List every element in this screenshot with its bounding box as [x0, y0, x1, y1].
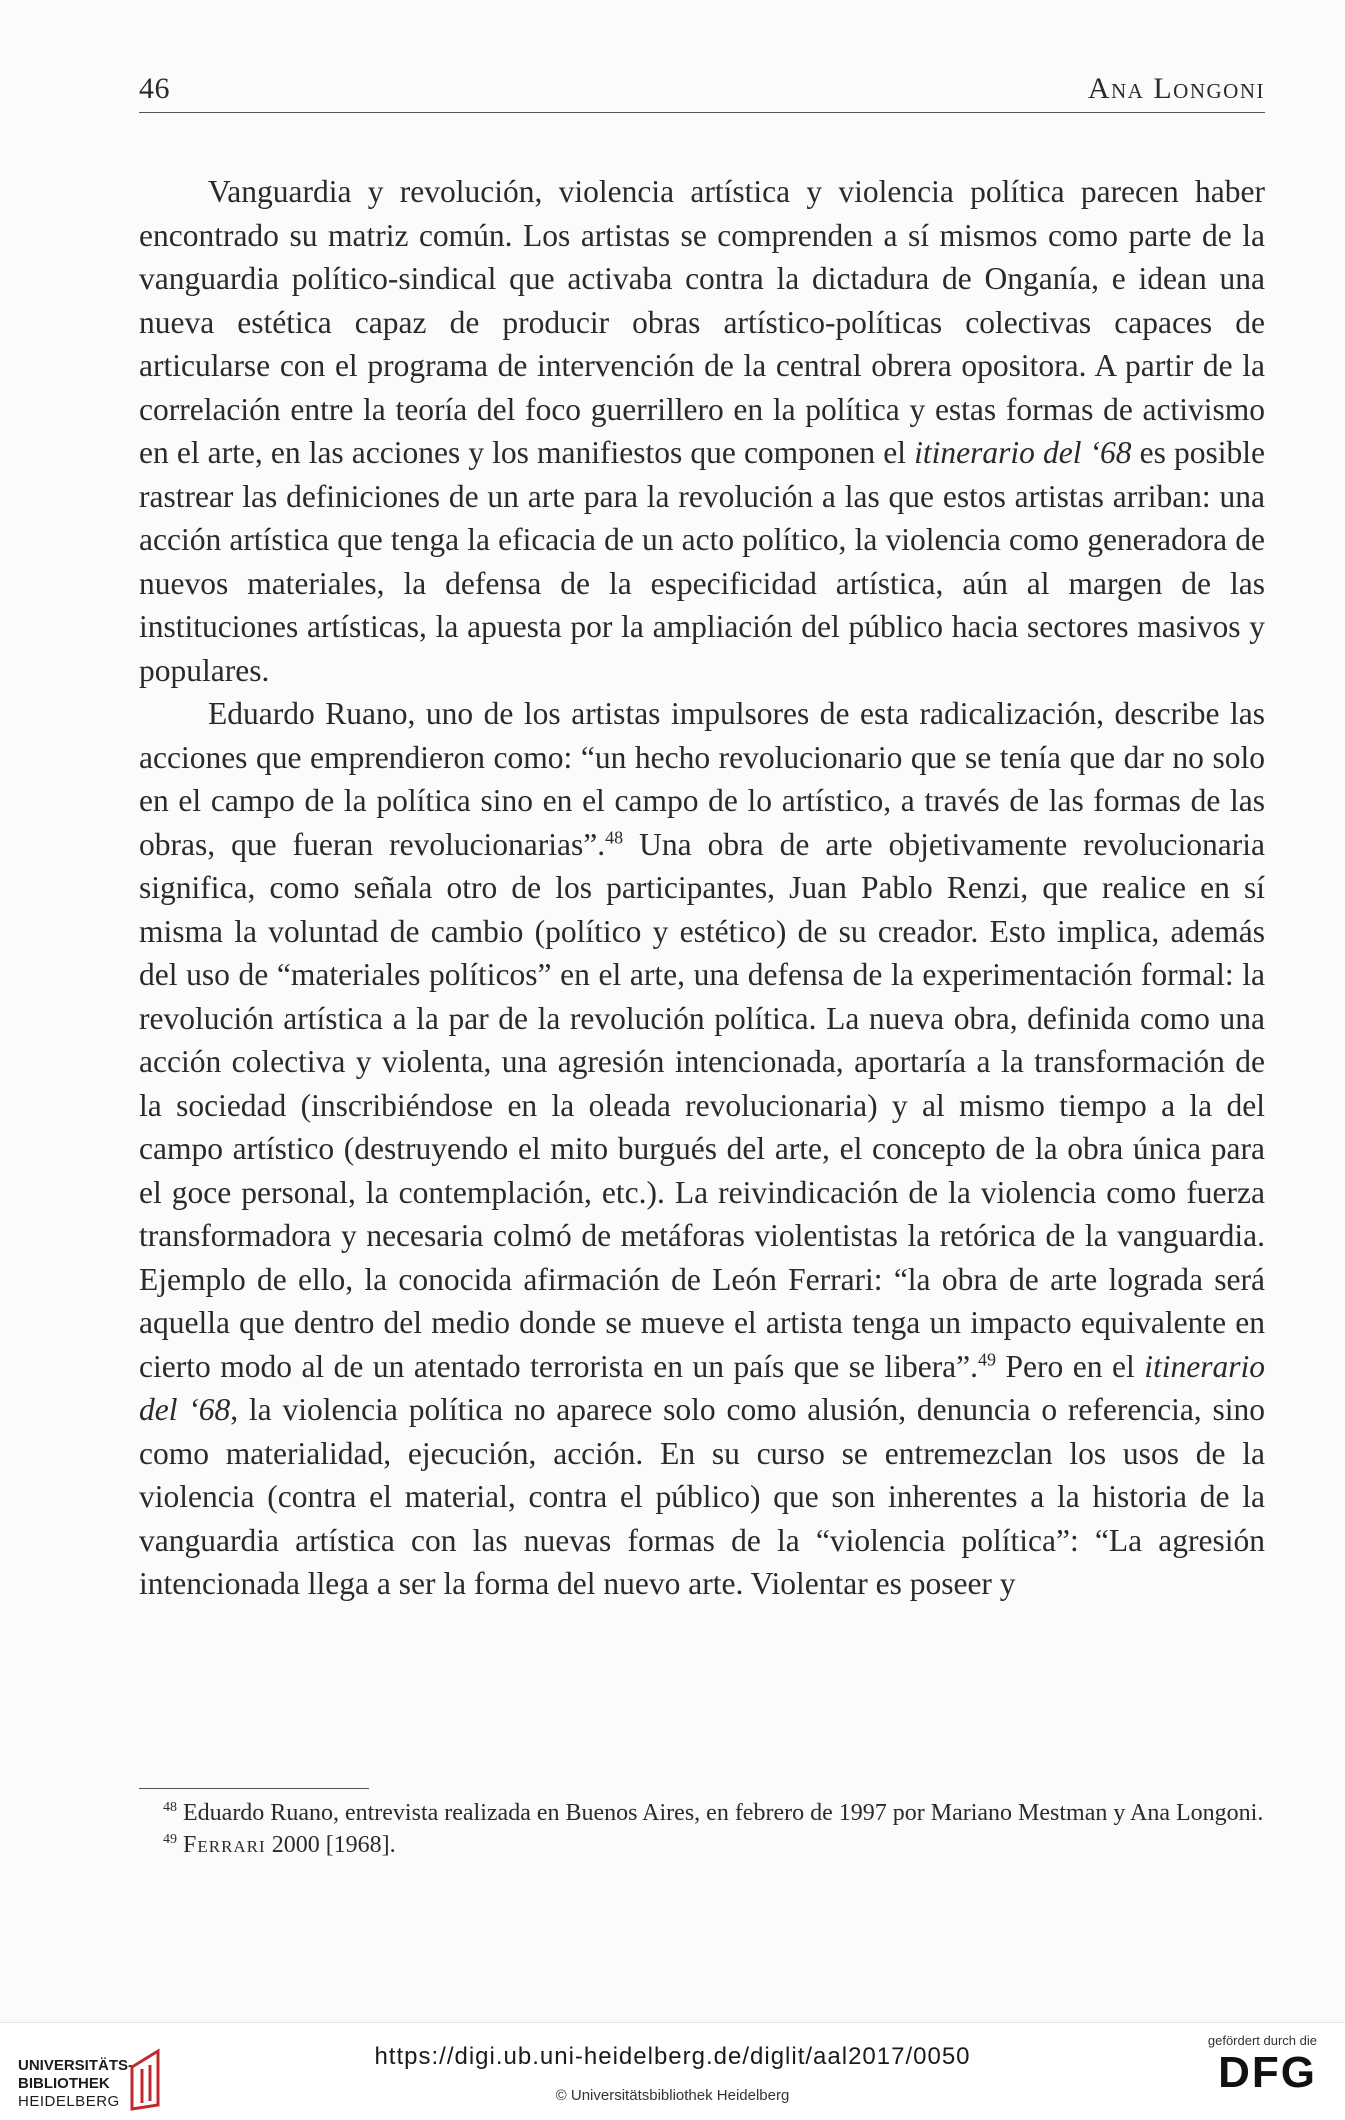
dfg-logo: DFG [1218, 2048, 1317, 2097]
footnote-author: Ferrari [183, 1832, 266, 1858]
copyright-notice: © Universitätsbibliothek Heidelberg [555, 2087, 790, 2104]
footnote-number: 48 [163, 1800, 177, 1815]
footnote-48 [139, 1797, 1265, 1829]
paragraph-text: es posible rastrear las definiciones de un arte para la revolución a las que estos artistas arriban: una acción artística que tenga la eficacia de un acto político, la violencia como generadora de nuevos materiales, la defensa de la especificidad artística, aún al margen de las instituciones artísticas, la apuesta por la ampliación del público hacia sectores masivos y populares. [139, 435, 1265, 688]
library-line-2: BIBLIOTHEK [18, 2075, 110, 2092]
page-header [139, 72, 1265, 114]
italic-title: itinerario del ‘68 [139, 1348, 1265, 1427]
body-text [139, 170, 1265, 1606]
footnote-number: 49 [163, 1832, 177, 1847]
funder-block[interactable] [1167, 2033, 1317, 2113]
paragraph-text: , la violencia política no aparece solo como alusión, denuncia o referencia, sino como materialidad, ejecución, acción. En su curso se entremezclan los usos de la violencia (contra el material, contra el público) que son inherentes a la historia de la vanguardia artística con las nuevas formas de la “violencia política”: “La agresión intencionada llega a ser la forma del nuevo arte. Violentar es poseer y [139, 1392, 1265, 1601]
italic-title: itinerario del ‘68 [914, 435, 1132, 470]
paragraph-text: Pero en el [996, 1348, 1145, 1384]
running-head: Ana Longoni [1087, 72, 1265, 105]
library-line-3: HEIDELBERG [18, 2093, 120, 2110]
paragraph-2 [139, 692, 1265, 1606]
paragraph-text: Una obra de arte objetivamente revolucionaria significa, como señala otro de los participantes, Juan Pablo Renzi, que realice en sí misma la voluntad de cambio (político y estético) de su creador. Esto implica, además del uso de “materiales políticos” en el arte, una defensa de la experimentación formal: la revolución artística a la par de la revolución política. La nueva obra, definida como una acción colectiva y violenta, una agresión intencionada, aportaría a la transformación de la sociedad (inscribiéndose en la oleada revolucionaria) y al mismo tiempo a la del campo artístico (destruyendo el mito burgués del arte, el concepto de la obra única para el goce personal, la contemplación, etc.). La reivindicación de la violencia como fuerza transformadora y necesaria colmó de metáforas violentistas la retórica de la vanguardia. Ejemplo de ello, la conocida afirmación de León Ferrari: “la obra de arte lograda será aquella que dentro del medio donde se mueve el artista tenga un impacto equivalente en cierto modo al de un atentado terrorista en un país que se libera”. [139, 826, 1265, 1384]
footnotes [139, 1797, 1265, 1861]
page-number: 46 [139, 72, 170, 105]
footnote-ref-48[interactable]: 48 [605, 827, 624, 847]
permalink-url[interactable]: https://digi.ub.uni-heidelberg.de/diglit/aal2017/0050 [374, 2043, 971, 2070]
paragraph-text: Vanguardia y revolución, violencia artística y violencia política parecen haber encontrado su matriz común. Los artistas se comprenden a sí mismos como parte de la vanguardia político-sindical que activaba contra la dictadura de Onganía, e idean una nueva estética capaz de producir obras artístico-políticas colectivas capaces de articularse con el programa de intervención de la central obrera opositora. A partir de la correlación entre la teoría del foco guerrillero en la política y estas formas de activismo en el arte, en las acciones y los manifiestos que componen el [139, 174, 1265, 470]
footnote-49 [139, 1829, 1265, 1861]
footnote-text: Eduardo Ruano, entrevista realizada en Buenos Aires, en febrero de 1997 por Mariano Mestman y Ana Longoni. [183, 1800, 1264, 1826]
funding-note: gefördert durch die [1207, 2033, 1317, 2048]
paragraph-1 [139, 170, 1265, 692]
header-rule [139, 112, 1265, 113]
paragraph-text: Eduardo Ruano, uno de los artistas impulsores de esta radicalización, describe las acciones que emprendieron como: “un hecho revolucionario que se tenía que dar no solo en el campo de la política sino en el campo de lo artístico, a través de las formas de las obras, que fueran revolucionarias”. [139, 696, 1265, 862]
footnote-ref-49[interactable]: 49 [978, 1349, 997, 1369]
viewer-footer [0, 2022, 1345, 2120]
footnote-text: 2000 [1968]. [265, 1832, 396, 1858]
library-line-1: UNIVERSITÄTS- [18, 2057, 134, 2074]
footnote-rule [139, 1788, 369, 1789]
